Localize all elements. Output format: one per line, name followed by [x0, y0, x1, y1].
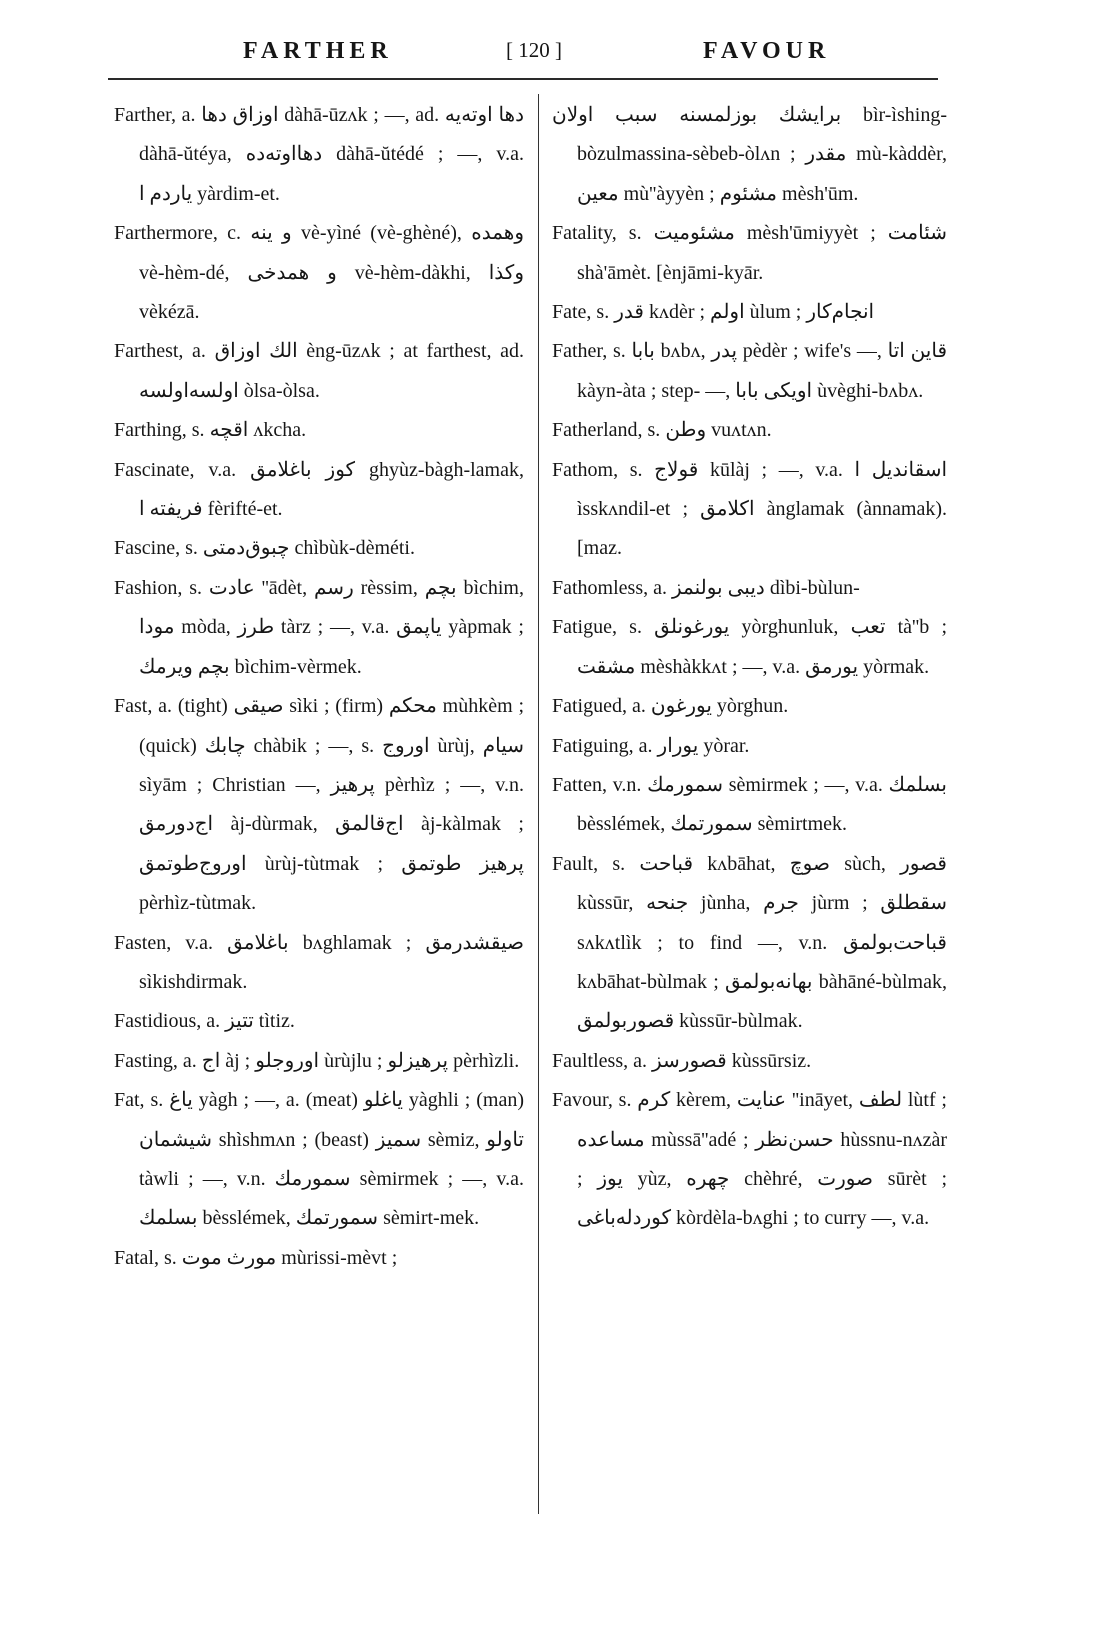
entry-fascine: Fascine, s. چبوق‌دمتی chìbùk-dèméti. — [114, 537, 415, 560]
entry-farther: Farther, a. اوزاق دها dàhā-ūzʌk ; —, ad. دها اوته‌یه dàhā-ŭtéya, دهااوته‌ده dàhā-ŭtédé ; —, v.a. یاردم ا yàrdim-et. — [114, 104, 524, 205]
entry-fasten: Fasten, v.a. باغلامق bʌghlamak ; صیقشدرمق sìkishdirmak. — [114, 931, 524, 993]
entry-fatal-continued: برایشك بوزلمسنه سبب اولان bìr-ìshing-bòzulmassina-sèbeb-òlʌn ; مقدر mù-kàddèr, معین mù''àyyèn ; مشئوم mèsh'ūm. — [552, 104, 947, 205]
entry-fatigue: Fatigue, s. یورغونلق yòrghunluk, تعب tà''b ; مشقت mèshàkkʌt ; —, v.a. یورمق yòrmak. — [552, 616, 947, 678]
entry-farthing: Farthing, s. اقچه ʌkcha. — [114, 419, 307, 442]
right-column — [552, 96, 947, 1239]
left-column — [114, 96, 524, 1278]
entry-fathom: Fathom, s. قولاج kūlàj ; —, v.a. اسقاندیل ا ìsskʌndil-et ; اکلامق ànglamak (ànnamak). [maz. — [552, 458, 948, 560]
entry-fate: Fate, s. قدر kʌdèr ; اولم ùlum ; انجام‌کار — [552, 301, 875, 324]
entry-fasting: Fasting, a. اج àj ; اوروجلو ùrùjlu ; پرهیزلو pèrhìzli. — [114, 1049, 520, 1072]
entry-fatiguing: Fatiguing, a. یورار yòrar. — [552, 734, 750, 757]
entry-fatigued: Fatigued, a. یورغون yòrghun. — [552, 695, 789, 718]
header-right-word: FAVOUR — [703, 38, 831, 64]
entry-fat: Fat, s. یاغ yàgh ; —, a. (meat) یاغلو yàghli ; (man) شیشمان shìshmʌn ; (beast) سمیز sèmiz, تاولو tàwli ; —, v.n. سمورمك sèmirmek ; —, v.a. بسلمك bèsslémek, سمورتمك sèmirt-mek. — [114, 1089, 524, 1230]
entry-fastidious: Fastidious, a. تتیز tìtiz. — [114, 1010, 295, 1033]
entry-fatality: Fatality, s. مشئومیت mèsh'ūmiyyèt ; شئامت shà'āmèt. [ènjāmi-kyār. — [552, 222, 947, 284]
entry-fatal: Fatal, s. مورث موت mùrissi-mèvt ; — [114, 1246, 398, 1269]
entry-farthest: Farthest, a. الك اوزاق èng-ūzʌk ; at farthest, ad. اولسه‌اولسه òlsa-òlsa. — [114, 340, 524, 402]
entry-fast: Fast, a. (tight) صیقی sìki ; (firm) محکم mùhkèm ; (quick) چابك chàbik ; —, s. اوروج ùrùj, سیام sìyām ; Christian —, پرهیز pèrhìz ; —, v.n. اج‌دورمق àj-dùrmak, اج‌قالمق àj-kàlmak ; اوروج‌طوتمق ùrùj-tùtmak ; پرهیز طوتمق pèrhìz-tùtmak. — [114, 695, 524, 915]
entry-fatherland: Fatherland, s. وطن vuʌtʌn. — [552, 419, 772, 442]
entry-father: Father, s. بابا bʌbʌ, پدر pèdèr ; wife's —, قاین اتا kàyn-àta ; step- —, اویکی بابا ùvèghi-bʌbʌ. — [552, 340, 948, 402]
header-rule — [108, 78, 938, 80]
column-divider — [538, 94, 539, 1514]
entry-fascinate: Fascinate, v.a. کوز باغلامق ghyùz-bàgh-lamak, فریفته ا fèrifté-et. — [114, 458, 524, 521]
entry-fatten: Fatten, v.n. سمورمك sèmirmek ; —, v.a. بسلمك bèsslémek, سمورتمك sèmirtmek. — [552, 773, 947, 836]
page-header — [108, 36, 938, 76]
entry-faultless: Faultless, a. قصورسز kùssūrsiz. — [552, 1049, 812, 1072]
entry-farthermore: Farthermore, c. و ینه vè-yìné (vè-ghèné), وهمده vè-hèm-dé, و همدخی vè-hèm-dàkhi, وکذا vèkézā. — [114, 222, 524, 324]
entry-fathomless: Fathomless, a. دیبی بولنمز dìbi-bùlun- — [552, 576, 860, 599]
entry-favour: Favour, s. کرم kèrem, عنایت ''ināyet, لطف lùtf ; مساعده mùssā''adé ; حسن‌نظر hùssnu-nʌzàr ; یوز yùz, چهره chèhré, صورت sūrèt ; کوردله‌باغی kòrdèla-bʌghi ; to curry —, v.a. — [552, 1089, 948, 1230]
header-left-word: FARTHER — [243, 38, 393, 64]
entry-fashion: Fashion, s. عادت ''ādèt, رسم rèssim, بچم bìchim, مودا mòda, طرز tàrz ; —, v.a. یاپمق yàpmak ; بچم ویرمك bìchim-vèrmek. — [114, 576, 524, 678]
page-number: [ 120 ] — [506, 38, 562, 62]
entry-fault: Fault, s. قباحت kʌbāhat, صوچ sùch, قصور kùssūr, جنحه jùnha, جرم jùrm ; سقطلق sʌkʌtlìk ; to find —, v.n. قباحت‌بولمق kʌbāhat-bùlmak ; بهانه‌بولمق bàhāné-bùlmak, قصوربولمق kùssūr-bùlmak. — [552, 852, 947, 1033]
